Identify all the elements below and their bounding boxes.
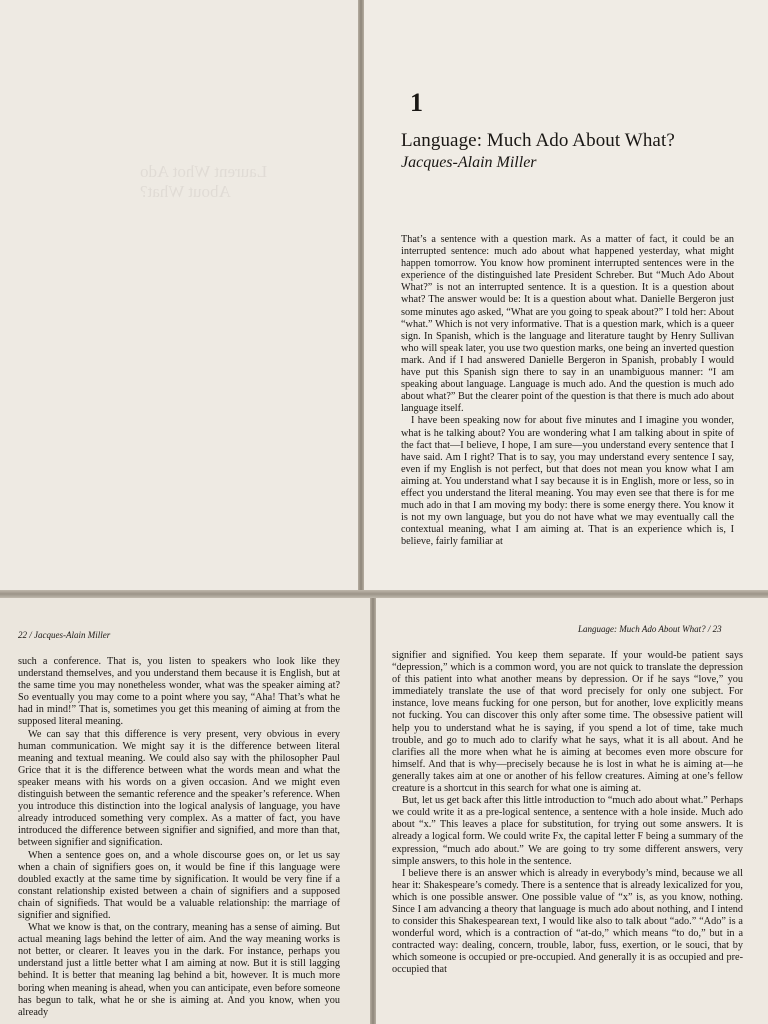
- spine-shadow-top: [358, 0, 364, 592]
- running-head-left: 22 / Jacques-Alain Miller: [18, 630, 111, 640]
- paragraph: That’s a sentence with a question mark. As a matter of fact, it could be an interrupted sentence: much ado about what happened yesterday, what might happen tomorrow. You know how prominent interrupted sentences were in the experience of the distinguished late President Schreber. But “Much Ado About What?” is not an interrupted sentence. It is a question. It is a question about what? The answer would be: It is a question about what. Danielle Bergeron just some minutes ago asked, “What are you going to speak about?” I told her: About “what.” Which is not very informative. That is a question mark, which is a queer sign. In Spanish, which is the language and literature taught by Henry Sullivan who will speak later, you use two question marks, one being an inverted question mark. And if I had answered Danielle Bergeron in Spanish, probably I would have put this Spanish sign there to say in an unambiguous manner: “I am speaking about language. Language is much ado. And the question is much ado about what?” But the clearer point of the question is that there is much ado about language itself.: [401, 234, 734, 415]
- paragraph: I believe there is an answer which is already in everybody’s mind, because we all hear it: Shakespeare’s comedy. There is a sentence that is already lexicalized for you, which is one possible answer. One possible value of “x” is, as you know, nothing. Since I am advancing a theory that language is much ado about nothing, and I intend to consider this Shakespearean text, I would like also to talk about “ado.” “Ado” is a wonderful word, which is a contraction of “at-do,” which means “to do,” but in a contracted way: dealing, concern, trouble, labor, fuss, exertion, or le souci, that by which someone is occupied or pre-occupied. And generally it is as occupied and pre-occupied that: [392, 867, 743, 976]
- page-top-left-blank: [0, 0, 360, 592]
- chapter-author: Jacques-Alain Miller: [401, 154, 537, 171]
- bottom-left-body-text: [18, 656, 340, 1019]
- paragraph: signifier and signified. You keep them separate. If your would-be patient says “depression,” which is a common word, you are not quick to translate the depression of this patient into what another means by depression. Or if he says “love,” you immediately translate the use of that word precisely for only one subject. For instance, love means fucking for one person, but for another, love explicitly means not fucking. You can discover this only after some time. The obsessive patient will help you to understand what he is saying, if you spend a lot of time, take much trouble, and go to much ado to clarify what he says, what it is all about. And he clarifies all the more when what he is aiming at becomes even more obscure for himself. And that is why—precisely because he is lost in what he is aiming at—he generally takes aim at one or another of his fellow creatures. Aiming at one’s fellow creature is a shortcut in this search for what one is aiming at.: [392, 650, 743, 795]
- paragraph: What we know is that, on the contrary, meaning has a sense of aiming. But actual meaning lags behind the letter of aim. And the way meaning works is not better, or clearer. It leaves you in the dark. For instance, perhaps you understand just a little better what I am aiming at now. But it is still lagging behind. It is better that meaning lag behind a bit, however. It is much more boring when meaning is ahead, when you can anticipate, even before someone has begun to talk, what he or she is aiming at. And you know, when you already: [18, 922, 340, 1018]
- photo-seam: [0, 590, 768, 598]
- paragraph: But, let us get back after this little introduction to “much ado about what.” Perhaps we could write it as a pre-logical sentence, a sentence with a hole inside. Much ado about “x.” This leaves a place for substitution, for trying out some answers. It is already a logical form. We could write Fx, the capital letter F being a summary of the expression, “much ado about.” We are going to try some different answers, very simple answers, to this hole in the sentence.: [392, 795, 743, 867]
- bleed-through-text: Laurent Whot Ado About What?: [140, 162, 268, 201]
- paragraph: such a conference. That is, you listen to speakers who look like they understand themselves, and you understand them because it is English, but at the same time you may nonetheless wonder, what was the speaker aiming at? So eventually you may come to a point where you say, “Aha! That’s what he had in mind!” That is, sometimes you get this meaning of aiming at from the supposed literal meaning.: [18, 656, 340, 728]
- bottom-right-body-text: [392, 650, 743, 977]
- running-head-right: Language: Much Ado About What? / 23: [578, 624, 722, 634]
- paragraph: We can say that this difference is very present, very obvious in every human communication. We might say it is the difference between literal meaning and textual meaning. We could also say with the philosopher Paul Grice that it is the difference between what the words mean and what the speaker means with his words on a given occasion. And we might even distinguish between the semantic reference and the speaker’s reference. When you introduce this distinction into the logical analysis of language, you have already introduced something very complex. As a matter of fact, you have introduced the difference between signifier and signified, and more than that, between signifier and signification.: [18, 728, 340, 849]
- top-right-body-text: [401, 234, 734, 548]
- paragraph: I have been speaking now for about five minutes and I imagine you wonder, what is he talking about? You are wondering what I am talking about in spite of the fact that—I believe, I hope, I am sure—you understand every sentence that I have said. Am I right? That is to say, you may understand every sentence I say, even if my English is not perfect, but that does not mean you know what I am aiming at. You understand what I say because it is in English, more or less, so in effect you understand the literal meaning. You may even see that there is for me much ado in that I am moving my body: there is some energy there. You know it is not my own language, but you do not have what we may eventually call the contextual meaning, what I am aiming at. That is an experience which is, I believe, fairly familiar at: [401, 415, 734, 548]
- chapter-title: Language: Much Ado About What?: [401, 130, 675, 151]
- paragraph: When a sentence goes on, and a whole discourse goes on, or let us say when a chain of signifiers goes on, it would be fine if this language were doubled exactly at the same time by signification. It would be very fine if a constant relationship existed between a chain of signifiers and a supposed chain of signifieds. That would be a valuable relationship: the marriage of signifier and signified.: [18, 849, 340, 921]
- chapter-number: 1: [410, 88, 423, 117]
- spine-shadow-bottom: [370, 596, 376, 1024]
